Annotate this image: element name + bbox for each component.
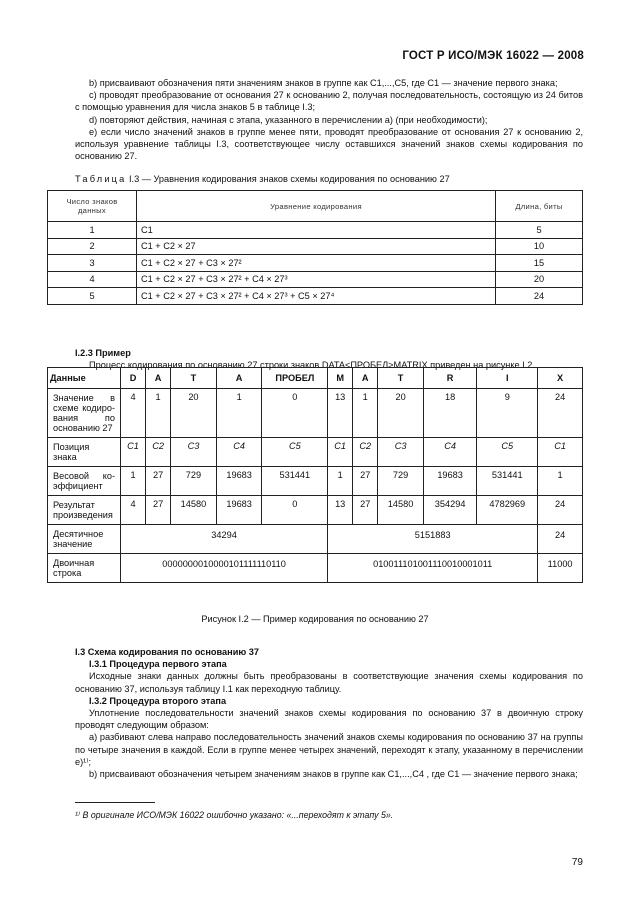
figure-row-value-cell: 4	[121, 389, 146, 438]
table-row	[48, 238, 583, 255]
figure-row-data-cell: A	[353, 368, 378, 389]
figure-row-decimal-cell: 34294	[121, 525, 328, 554]
section-paragraph-1: Исходные знаки данных должны быть преобразованы в соответствующие значения схемы кодирования по основанию 37, используя таблицу I.1 как переходную таблицу.	[75, 671, 583, 694]
figure-row-data-cell: T	[171, 368, 217, 389]
figure-row-result-cell: 14580	[378, 496, 424, 525]
figure-row-value-cell: 24	[538, 389, 583, 438]
figure-row-data-cell: I	[477, 368, 538, 389]
section-item-b: b) присваивают обозначения четырем значениям знаков в группе как C1,...,C4 , где C1 — значение первого знака;	[89, 769, 578, 780]
table-cell-length: 24	[496, 288, 583, 305]
figure-row-data-cell: A	[216, 368, 262, 389]
figure-row-data-cell: A	[146, 368, 171, 389]
example-text: Процесс кодирования по основанию 27 строки знаков DATA<ПРОБЕЛ>MATRIX приведен на рисунке I.2.	[89, 360, 535, 371]
footnote: ¹⁾ В оригинале ИСО/МЭК 16022 ошибочно указано: «...переходят к этапу 5».	[75, 810, 394, 820]
table-header-length: Длина, биты	[496, 191, 583, 222]
figure-row-result-cell: 354294	[423, 496, 476, 525]
figure-row-position-cell: C1	[121, 438, 146, 467]
figure-row-result-cell: 19683	[216, 496, 262, 525]
table-cell-equation: C1 + C2 × 27	[137, 238, 496, 255]
section-37	[75, 646, 583, 780]
page-number: 79	[571, 857, 583, 868]
figure-row-value-cell: 20	[171, 389, 217, 438]
figure-row-position	[48, 438, 583, 467]
figure-row-weight-cell: 729	[171, 467, 217, 496]
figure-row-position-cell: C2	[353, 438, 378, 467]
intro-list	[75, 77, 583, 162]
figure-row-weight-cell: 1	[538, 467, 583, 496]
figure-row-position-cell: C5	[477, 438, 538, 467]
table-cell-equation: C1	[137, 222, 496, 239]
intro-item-d: d) повторяют действия, начиная с этапа, указанного в перечислении а) (при необходимости);	[89, 114, 488, 125]
figure-row-position-cell: C4	[423, 438, 476, 467]
subsection-heading-1: I.3.1 Процедура первого этапа	[89, 659, 227, 670]
figure-row-value-cell: 1	[216, 389, 262, 438]
subsection-heading-2: I.3.2 Процедура второго этапа	[89, 695, 227, 706]
figure-row-binary-label: Двоичная строка	[48, 554, 121, 583]
encoding-equations-table	[47, 190, 583, 305]
figure-row-weight-cell: 27	[353, 467, 378, 496]
figure-row-position-cell: C2	[146, 438, 171, 467]
figure-row-position-cell: C1	[328, 438, 353, 467]
example-heading: I.2.3 Пример	[75, 348, 131, 358]
figure-row-value-cell: 13	[328, 389, 353, 438]
figure-row-weight-cell: 1	[328, 467, 353, 496]
figure-row-binary-cell: 11000	[538, 554, 583, 583]
figure-row-result-cell: 0	[262, 496, 328, 525]
figure-row-position-cell: C3	[171, 438, 217, 467]
figure-row-weight	[48, 467, 583, 496]
intro-item-c: c) проводят преобразование от основания 27 к основанию 2, получая последовательность, состоящую из 24 битов с помощью уравнения для числа знаков 5 в таблице I.3;	[75, 90, 583, 113]
table-cell-count: 4	[48, 271, 137, 288]
figure-row-position-cell: C1	[538, 438, 583, 467]
table-cell-count: 3	[48, 255, 137, 272]
table-row	[48, 255, 583, 272]
table-row	[48, 288, 583, 305]
table-cell-count: 1	[48, 222, 137, 239]
figure-row-result-cell: 27	[353, 496, 378, 525]
figure-row-value-cell: 1	[146, 389, 171, 438]
figure-row-binary-cell: 010011101001110010001011	[328, 554, 538, 583]
figure-row-value	[48, 389, 583, 438]
figure-row-value-cell: 9	[477, 389, 538, 438]
figure-row-decimal-label: Десятичное значение	[48, 525, 121, 554]
figure-row-binary-cell: 0000000010000101111110110	[121, 554, 328, 583]
table-header-count: Число знаков данных	[48, 191, 137, 222]
table-cell-count: 2	[48, 238, 137, 255]
table-caption-prefix: Таблица	[75, 174, 127, 184]
figure-row-weight-cell: 729	[378, 467, 424, 496]
table-cell-length: 5	[496, 222, 583, 239]
table-cell-equation: C1 + C2 × 27 + C3 × 27² + C4 × 27³ + C5 × 27⁴	[137, 288, 496, 305]
figure-row-position-cell: C3	[378, 438, 424, 467]
figure-table	[47, 367, 583, 583]
figure-row-result-label: Результат произведения	[48, 496, 121, 525]
figure-row-position-label: Позиция знака	[48, 438, 121, 467]
figure-row-weight-cell: 1	[121, 467, 146, 496]
figure-row-weight-cell: 19683	[216, 467, 262, 496]
table-cell-equation: C1 + C2 × 27 + C3 × 27²	[137, 255, 496, 272]
section-heading: I.3 Схема кодирования по основанию 37	[75, 647, 259, 657]
figure-row-data-cell: M	[328, 368, 353, 389]
figure-row-position-cell: C4	[216, 438, 262, 467]
figure-row-result-cell: 4782969	[477, 496, 538, 525]
figure-row-data-cell: X	[538, 368, 583, 389]
figure-row-result-cell: 14580	[171, 496, 217, 525]
figure-row-value-label: Значение в схеме кодирования по основанию 27	[48, 389, 121, 438]
figure-row-weight-label: Весовой коэффициент	[48, 467, 121, 496]
figure-row-result-cell: 13	[328, 496, 353, 525]
figure-caption: Рисунок I.2 — Пример кодирования по основанию 27	[201, 614, 429, 624]
section-item-a: a) разбивают слева направо последовательность значений знаков схемы кодирования по основанию 37 на группы по четыре значения в каждой. Если в группе менее четырех значений, переходят к этапу, указанному в перечислении е)¹⁾;	[75, 732, 583, 767]
figure-row-data	[48, 368, 583, 389]
figure-row-value-cell: 0	[262, 389, 328, 438]
figure-row-weight-cell: 531441	[262, 467, 328, 496]
document-header: ГОСТ Р ИСО/МЭК 16022 — 2008	[402, 50, 584, 62]
table-cell-count: 5	[48, 288, 137, 305]
table-cell-equation: C1 + C2 × 27 + C3 × 27² + C4 × 27³	[137, 271, 496, 288]
figure-row-result	[48, 496, 583, 525]
figure-row-value-cell: 20	[378, 389, 424, 438]
figure-row-data-label: Данные	[48, 368, 121, 389]
figure-row-binary	[48, 554, 583, 583]
figure-row-value-cell: 18	[423, 389, 476, 438]
table-header-equation: Уравнение кодирования	[137, 191, 496, 222]
figure-row-data-cell: T	[378, 368, 424, 389]
intro-item-e: e) если число значений знаков в группе менее пяти, проводят преобразование от основания 27 к основанию 2, используя уравнение таблицы I.3, соответствующее числу оставшихся значений знаков схемы кодирования по основанию 27.	[75, 126, 583, 162]
table-cell-length: 20	[496, 271, 583, 288]
intro-item-b: b) присваивают обозначения пяти значениям знаков в группе как C1,...,C5, где C1 — значение первого знака;	[89, 78, 558, 88]
figure-row-decimal-cell: 5151883	[328, 525, 538, 554]
figure-row-data-cell: D	[121, 368, 146, 389]
figure-row-position-cell: C5	[262, 438, 328, 467]
figure-row-result-cell: 4	[121, 496, 146, 525]
figure-row-weight-cell: 531441	[477, 467, 538, 496]
figure-row-result-cell: 27	[146, 496, 171, 525]
table-row	[48, 271, 583, 288]
figure-row-decimal	[48, 525, 583, 554]
figure-row-result-cell: 24	[538, 496, 583, 525]
table-cell-length: 10	[496, 238, 583, 255]
figure-row-weight-cell: 19683	[423, 467, 476, 496]
table-caption-text: I.3 — Уравнения кодирования знаков схемы кодирования по основанию 27	[129, 174, 450, 184]
table-cell-length: 15	[496, 255, 583, 272]
figure-row-value-cell: 1	[353, 389, 378, 438]
table-caption	[75, 174, 450, 184]
table-row	[48, 222, 583, 239]
section-paragraph-2: Уплотнение последовательности значений знаков схемы кодирования по основанию 37 в двоичную строку проводят следующим образом:	[75, 708, 583, 731]
figure-row-weight-cell: 27	[146, 467, 171, 496]
figure-row-data-cell: ПРОБЕЛ	[262, 368, 328, 389]
figure-row-data-cell: R	[423, 368, 476, 389]
footnote-rule	[75, 802, 155, 803]
figure-row-decimal-cell: 24	[538, 525, 583, 554]
